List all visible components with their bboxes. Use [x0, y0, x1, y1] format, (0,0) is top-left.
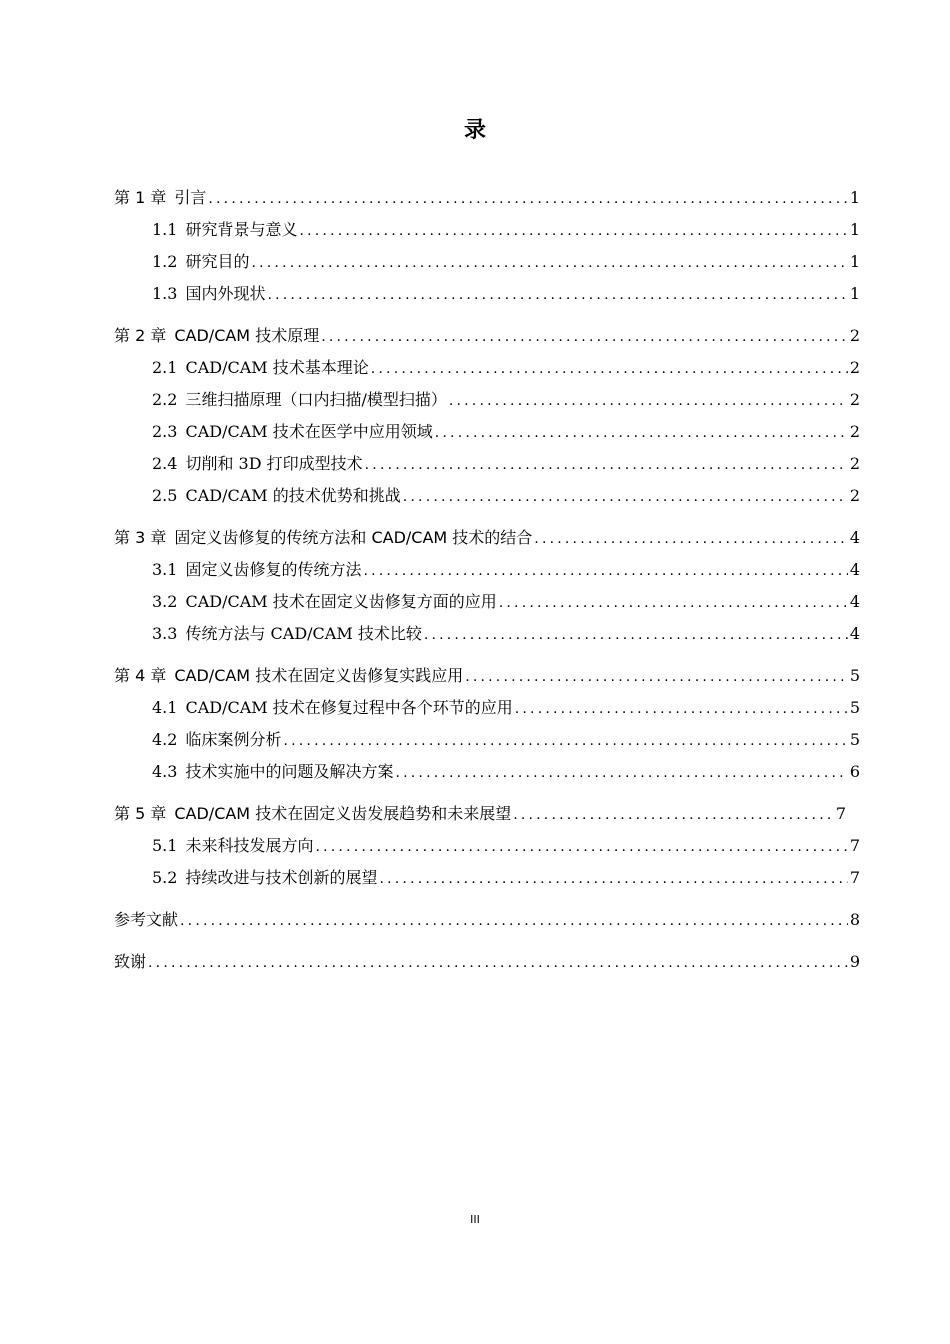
toc-title: 参考文献	[114, 910, 179, 929]
toc-page-number: 1	[849, 220, 860, 239]
toc-entry[interactable]	[114, 214, 860, 246]
toc-entry[interactable]	[114, 756, 860, 788]
dot-leader	[403, 481, 848, 513]
toc-number: 第 1 章	[114, 188, 167, 207]
toc-number: 2.4	[152, 454, 178, 473]
toc-page-number: 7	[835, 804, 846, 823]
toc-entry[interactable]	[114, 724, 860, 756]
toc-number: 5.1	[152, 836, 178, 855]
toc-number: 2.2	[152, 390, 178, 409]
toc-title: CAD/CAM 技术在固定义齿发展趋势和未来展望	[174, 804, 512, 823]
dot-leader	[299, 215, 847, 247]
toc-title: 研究目的	[185, 252, 250, 271]
toc-entry[interactable]	[114, 586, 860, 618]
dot-leader	[148, 947, 848, 979]
page-title: 录	[463, 118, 486, 143]
toc-entry[interactable]	[114, 798, 860, 830]
toc-title: CAD/CAM 技术基本理论	[185, 358, 369, 377]
toc-number: 2.5	[152, 486, 178, 505]
toc-title: CAD/CAM 技术在医学中应用领域	[185, 422, 433, 441]
dot-leader	[365, 449, 848, 481]
toc-entry[interactable]	[114, 416, 860, 448]
dot-leader	[180, 905, 848, 937]
toc-title: 致谢	[114, 952, 147, 971]
dot-leader	[515, 693, 848, 725]
toc-page-number: 2	[849, 390, 860, 409]
toc-number: 1.3	[152, 284, 178, 303]
toc-page-number: 6	[849, 762, 860, 781]
dot-leader	[395, 757, 847, 789]
toc-title: 未来科技发展方向	[185, 836, 314, 855]
toc-title: 研究背景与意义	[185, 220, 298, 239]
toc-entry[interactable]	[114, 618, 860, 650]
toc-page-number: 5	[849, 698, 860, 717]
toc-number: 4.1	[152, 698, 178, 717]
toc-number: 5.2	[152, 868, 178, 887]
dot-leader	[283, 725, 847, 757]
toc-page-number: 2	[849, 454, 860, 473]
toc-number: 3.3	[152, 624, 178, 643]
dot-leader	[513, 799, 834, 831]
toc-entry[interactable]	[114, 278, 860, 310]
toc-number: 第 3 章	[114, 528, 167, 547]
toc-page-number: 7	[849, 868, 860, 887]
toc-page-number: 2	[849, 358, 860, 377]
toc-entry[interactable]	[114, 320, 860, 352]
toc-entry[interactable]	[114, 182, 860, 214]
toc-entry[interactable]	[114, 352, 860, 384]
toc-entry[interactable]	[114, 660, 860, 692]
toc-entry[interactable]	[114, 384, 860, 416]
toc-title: 临床案例分析	[185, 730, 282, 749]
toc-entry[interactable]	[114, 480, 860, 512]
dot-leader	[267, 279, 847, 311]
toc-number: 第 2 章	[114, 326, 167, 345]
dot-leader	[435, 417, 848, 449]
toc-number: 3.1	[152, 560, 178, 579]
table-of-contents	[114, 182, 860, 978]
toc-title: CAD/CAM 技术在修复过程中各个环节的应用	[185, 698, 513, 717]
toc-title: 固定义齿修复的传统方法和 CAD/CAM 技术的结合	[174, 528, 533, 547]
toc-entry[interactable]	[114, 448, 860, 480]
dot-leader	[208, 183, 847, 215]
dot-leader	[379, 863, 847, 895]
toc-number: 1.1	[152, 220, 178, 239]
toc-entry[interactable]	[114, 946, 860, 978]
toc-title: CAD/CAM 的技术优势和挑战	[185, 486, 401, 505]
dot-leader	[251, 247, 847, 279]
toc-number: 4.2	[152, 730, 178, 749]
toc-title: 持续改进与技术创新的展望	[185, 868, 378, 887]
toc-title: 技术实施中的问题及解决方案	[185, 762, 394, 781]
page-footer-number: III	[470, 1213, 480, 1226]
dot-leader	[499, 587, 848, 619]
dot-leader	[371, 353, 848, 385]
toc-entry[interactable]	[114, 904, 860, 936]
dot-leader	[321, 321, 848, 353]
toc-title: 固定义齿修复的传统方法	[185, 560, 362, 579]
toc-title: 三维扫描原理（口内扫描/模型扫描）	[185, 390, 447, 409]
toc-title: 切削和 3D 打印成型技术	[185, 454, 363, 473]
toc-page-number: 5	[849, 730, 860, 749]
toc-title: CAD/CAM 技术原理	[174, 326, 320, 345]
toc-title: CAD/CAM 技术在固定义齿修复方面的应用	[185, 592, 497, 611]
toc-number: 3.2	[152, 592, 178, 611]
toc-entry[interactable]	[114, 830, 860, 862]
toc-title: CAD/CAM 技术在固定义齿修复实践应用	[174, 666, 464, 685]
toc-page-number: 5	[849, 666, 860, 685]
toc-number: 2.3	[152, 422, 178, 441]
toc-title: 引言	[174, 188, 207, 207]
toc-page-number: 1	[849, 188, 860, 207]
toc-title: 国内外现状	[185, 284, 266, 303]
dot-leader	[534, 523, 848, 555]
dot-leader	[465, 661, 848, 693]
dot-leader	[363, 555, 847, 587]
toc-number: 4.3	[152, 762, 178, 781]
toc-page-number: 1	[849, 252, 860, 271]
toc-entry[interactable]	[114, 554, 860, 586]
toc-page-number: 7	[849, 836, 860, 855]
toc-page-number: 4	[849, 560, 860, 579]
toc-page-number: 8	[849, 910, 860, 929]
dot-leader	[424, 619, 848, 651]
dot-leader	[315, 831, 847, 863]
toc-page-number: 2	[849, 486, 860, 505]
toc-page-number: 2	[849, 326, 860, 345]
toc-number: 第 4 章	[114, 666, 167, 685]
dot-leader	[449, 385, 848, 417]
toc-entry[interactable]	[114, 862, 860, 894]
toc-page-number: 1	[849, 284, 860, 303]
toc-page-number: 4	[849, 624, 860, 643]
toc-entry[interactable]	[114, 522, 860, 554]
toc-number: 第 5 章	[114, 804, 167, 823]
toc-number: 1.2	[152, 252, 178, 271]
toc-entry[interactable]	[114, 246, 860, 278]
toc-entry[interactable]	[114, 692, 860, 724]
toc-page-number: 9	[849, 952, 860, 971]
toc-title: 传统方法与 CAD/CAM 技术比较	[185, 624, 422, 643]
toc-number: 2.1	[152, 358, 178, 377]
toc-page-number: 2	[849, 422, 860, 441]
toc-page-number: 4	[849, 528, 860, 547]
toc-page-number: 4	[849, 592, 860, 611]
